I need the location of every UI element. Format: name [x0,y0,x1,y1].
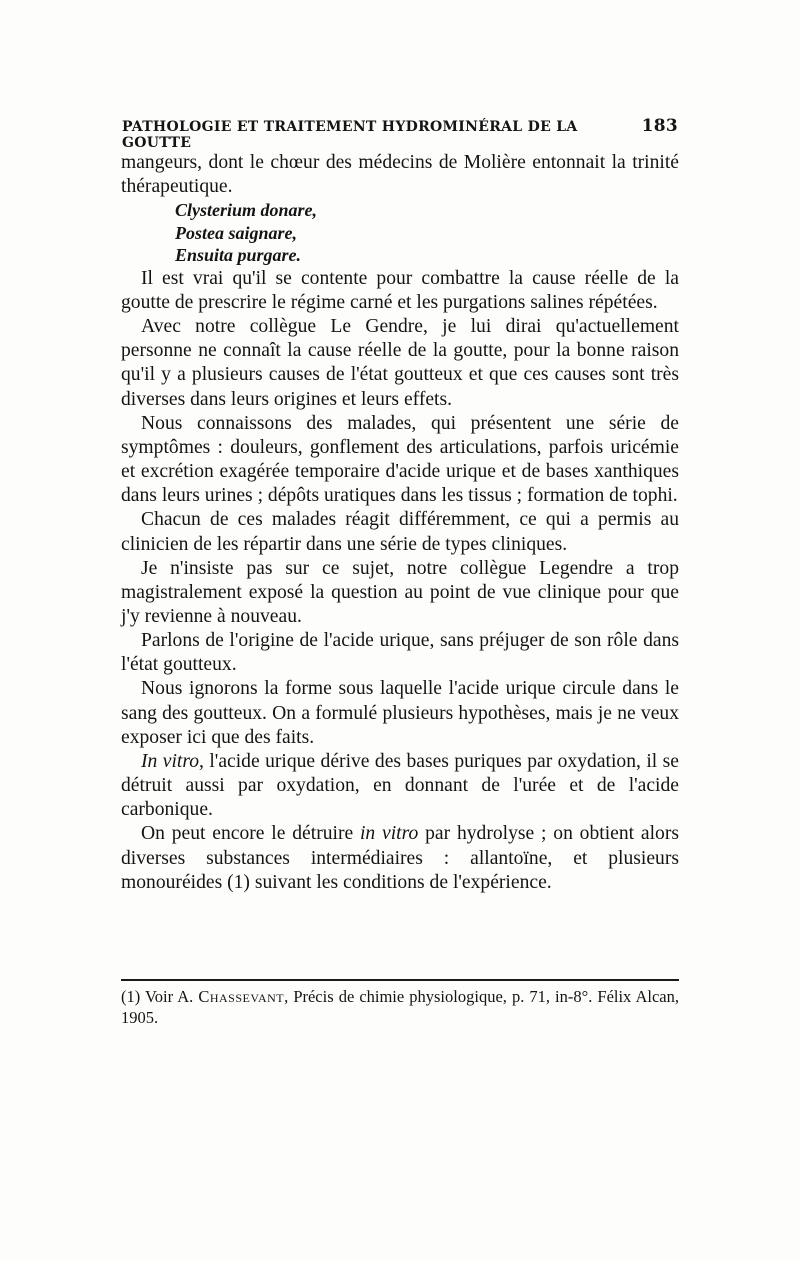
footnote-citation: , Précis de chimie physiologique, p. 71, in-8°. Félix Alcan, 1905. [121,987,679,1027]
footnote [121,986,679,1028]
paragraph-8: Nous ignorons la forme sous laquelle l'acide urique circule dans le sang des goutteux. On a formulé plusieurs hypothèses, mais je ne veux exposer ici que des faits. [121,678,679,748]
paragraph-6: Je n'insiste pas sur ce sujet, notre collègue Legendre a trop magistralement exposé la question au point de vue clinique pour que j'y revienne à nouveau. [121,557,679,627]
latin-verse [121,199,679,267]
in-vitro-emphasis: in vitro [359,823,419,845]
verse-line-3: Ensuita purgare. [175,245,302,266]
paragraph-3: Avec notre collègue Le Gendre, je lui dirai qu'actuellement personne ne connaît la cause réelle de la goutte, pour la bonne raison qu'il y a plusieurs causes de l'état goutteux et que ces causes sont très diverses dans leurs origines et leurs effets. [121,316,679,410]
verse-line-2: Postea saignare, [175,222,298,243]
footnote-rule [121,979,679,981]
footnote-prefix: (1) Voir A. [121,987,199,1006]
paragraph-10-b: par hydrolyse ; on obtient alors diverses substances intermédiaires : allantoïne, et plusieurs monouréides (1) suivant les conditions de l'expérience. [121,823,679,893]
paragraph-4: Nous connaissons des malades, qui présentent une série de symptômes : douleurs, gonflement des articulations, parfois uricémie et excrétion exagérée temporaire d'acide urique et de bases xanthiques dans leurs urines ; dépôts uratiques dans les tissus ; formation de tophi. [121,412,679,507]
paragraph-10-a: On peut encore le détruire [141,823,360,845]
paragraph-1: mangeurs, dont le chœur des médecins de Molière entonnait la trinité thérapeutique. [121,152,679,198]
paragraph-2: Il est vrai qu'il se contente pour combattre la cause réelle de la goutte de prescrire le régime carné et les purgations salines répétées. [121,267,679,313]
verse-line-1: Clysterium donare, [175,200,318,221]
main-text [121,151,679,895]
paragraph-10 [121,822,679,894]
paragraph-5: Chacun de ces malades réagit différemment, ce qui a permis au clinicien de les répartir dans une série de types cliniques. [121,509,679,555]
in-vitro-lead: In vitro, [141,750,204,772]
page-number: 183 [641,116,678,136]
running-header [122,116,678,151]
paragraph-9-text: l'acide urique dérive des bases puriques par oxydation, il se détruit aussi par oxydation, en donnant de l'urée et de l'acide carbonique. [121,750,679,821]
paragraph-7: Parlons de l'origine de l'acide urique, sans préjuger de son rôle dans l'état goutteux. [121,630,679,676]
paragraph-9 [121,750,679,822]
footnote-author: Chassevant [198,987,285,1006]
running-title: PATHOLOGIE ET TRAITEMENT HYDROMINÉRAL DE LA GOUTTE [122,119,578,151]
